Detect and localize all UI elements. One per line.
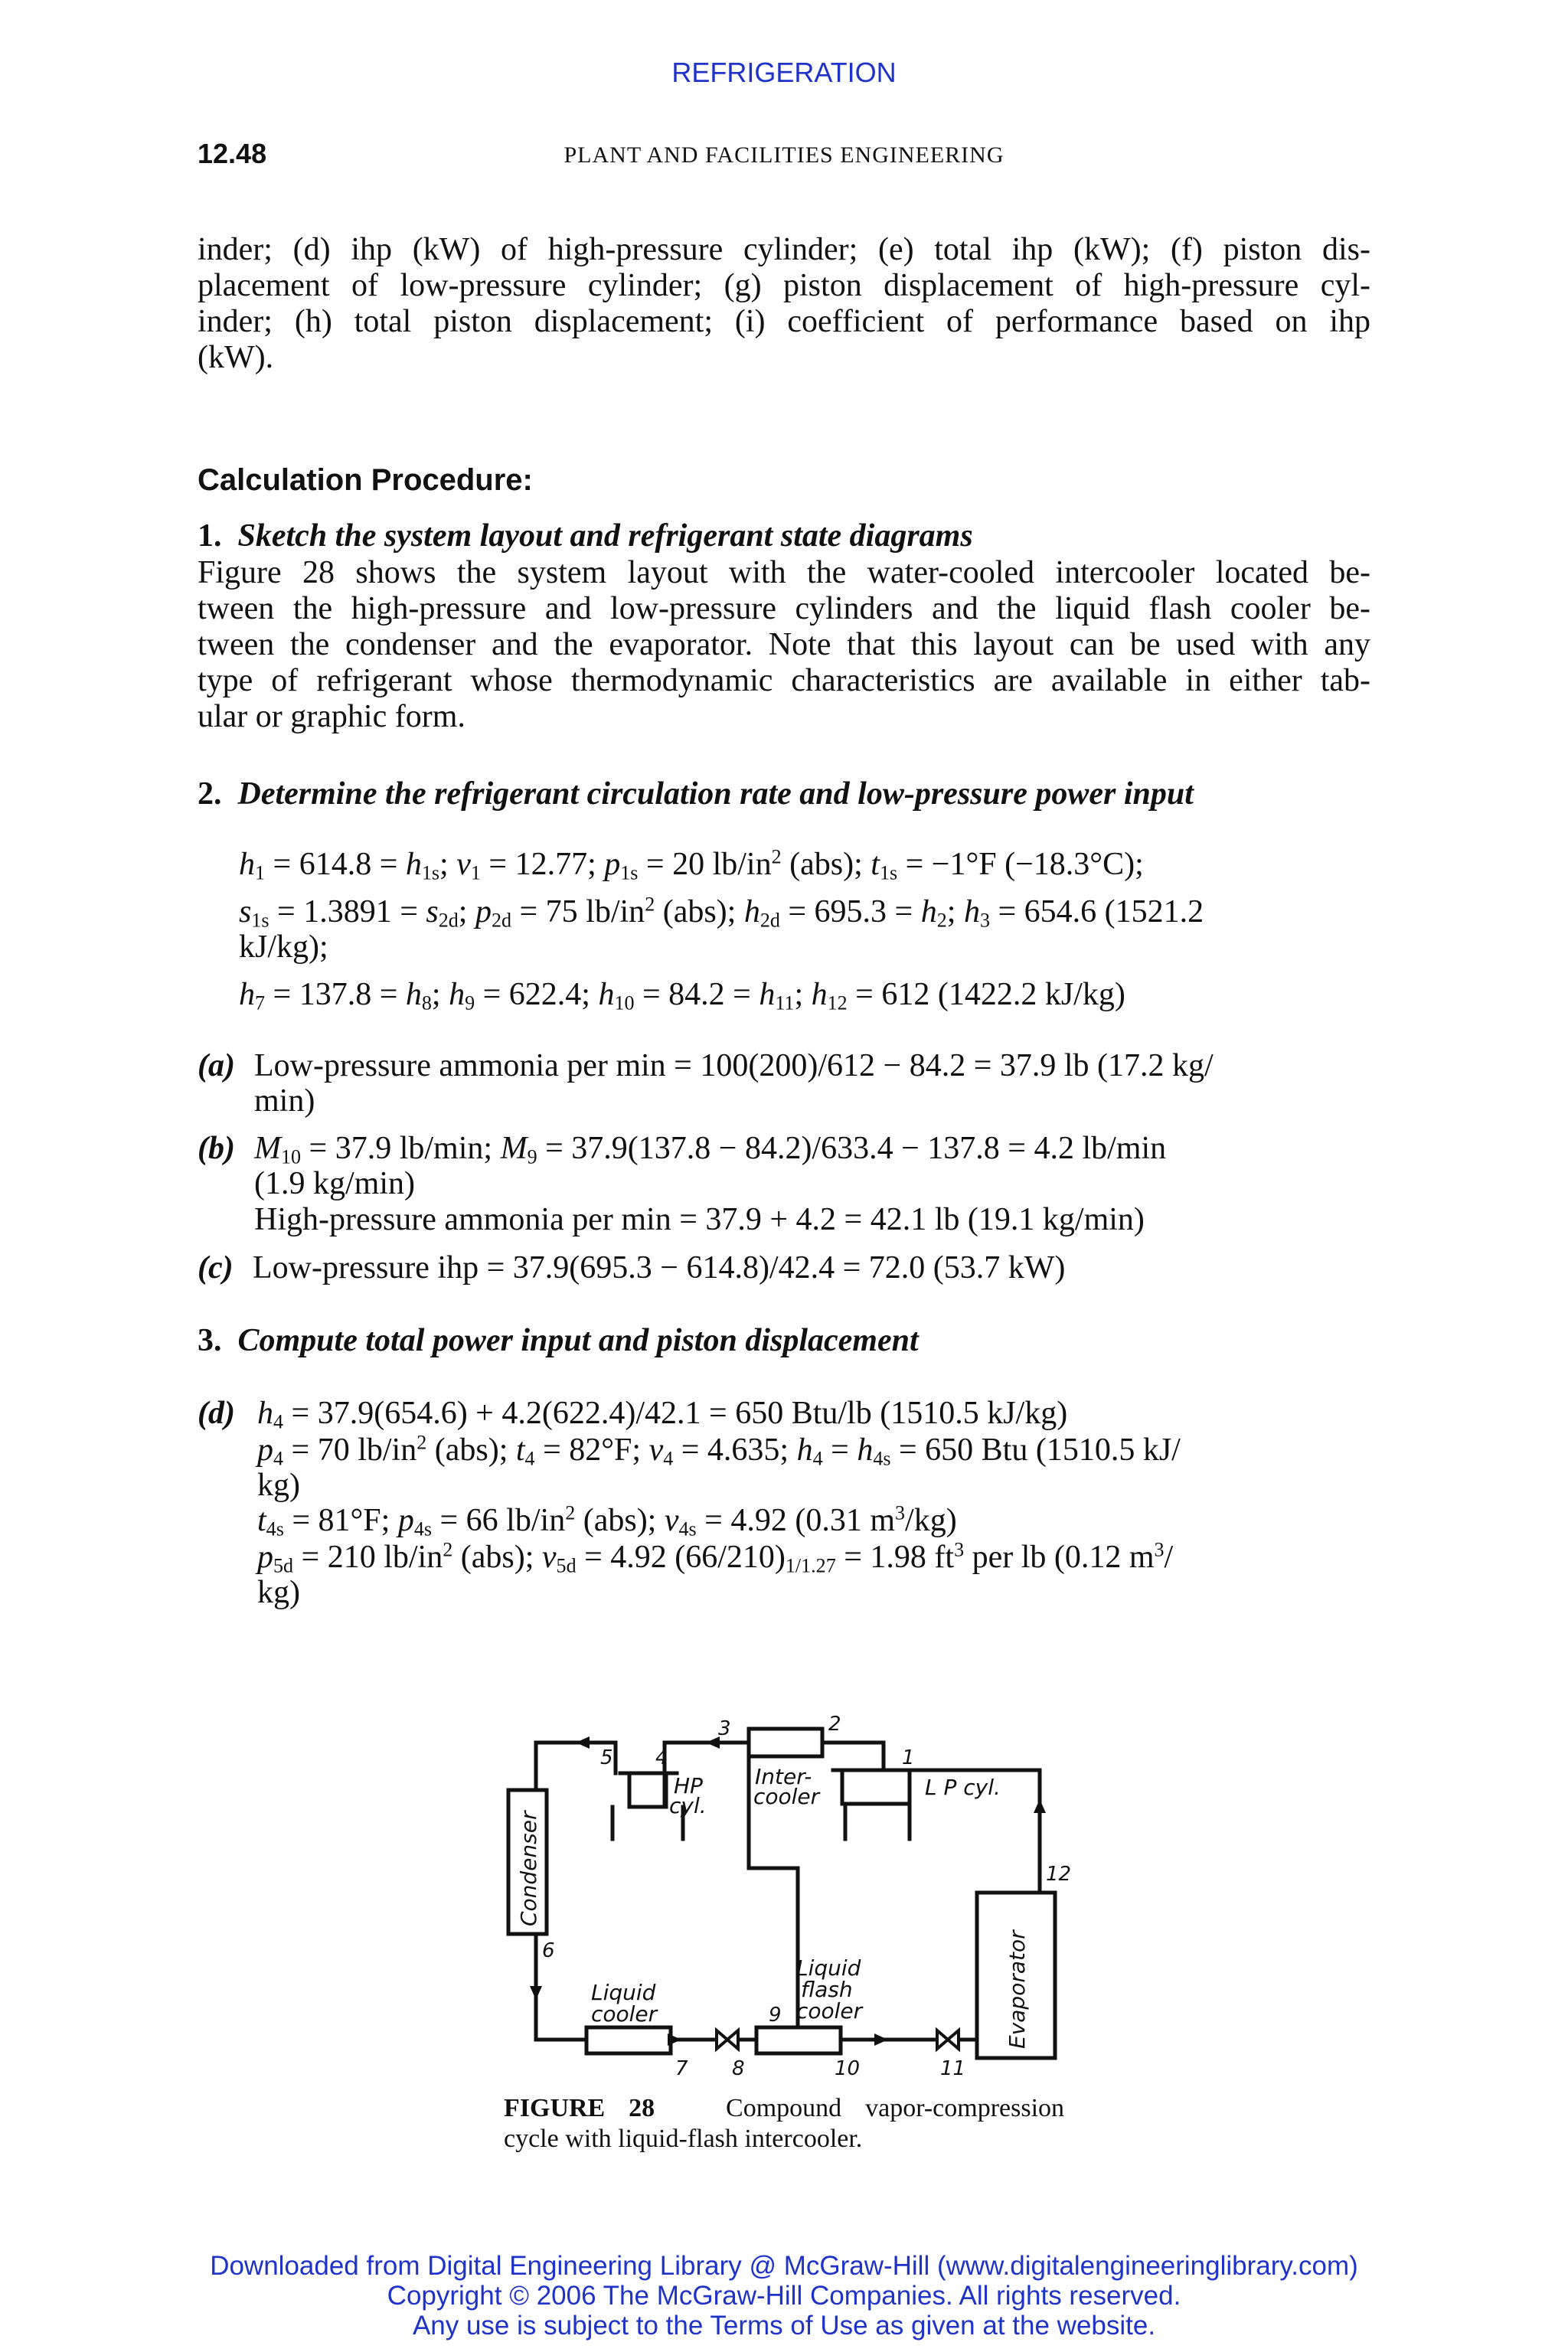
procedure-heading: Calculation Procedure: [198,463,533,497]
step-title: Determine the refrigerant circulation rate and low-pressure power input [237,776,1194,812]
footer-terms: Any use is subject to the Terms of Use as given at the website. [412,2311,1156,2341]
evaporator-label: Evaporator [1004,1930,1030,2049]
footer-link[interactable]: Downloaded from Digital Engineering Library @ McGraw-Hill (www.digitalengineeringlibrary.com) [210,2251,1358,2281]
condenser-label: Condenser [516,1811,541,1926]
step-title: Compute total power input and piston displacement [237,1323,919,1358]
step-title: Sketch the system layout and refrigerant state diagrams [237,518,973,554]
caption-text: cycle with liquid-flash intercooler. [504,2125,863,2153]
flash-cooler-label: flash [801,1977,853,2002]
arrow-icon [530,1986,542,2000]
liquid-cooler-label: cooler [591,2001,658,2027]
state-1-label: 1 [902,1746,915,1769]
state-10-label: 10 [835,2057,861,2080]
state-12-label: 12 [1046,1863,1072,1886]
equation-line-2: $s_{1s} = 1.3891 = s_{2d}$; $p_{2d} = 75$ $lb/in^2$ (abs); $h_{2d} = 695.3 = h_2$; $h_3 = 654.6$ (1521.2 [239,893,1204,932]
expansion-valve-icon [948,2030,959,2049]
item-a-label: (a) [198,1048,235,1083]
step-3-heading [198,1322,919,1359]
step-1-heading [198,518,973,554]
step-1-line: tween the high-pressure and low-pressure cylinders and the liquid flash cooler be- [198,591,1370,626]
item-d-line-4: $t_{4s} = 81^\circ F$; $p_{4s} = 66$ $lb/in^2$ (abs); $v_{4s} = 4.92$ (0.31 $m^3/kg$) [257,1501,957,1540]
state-7-label: 7 [675,2057,688,2080]
lp-cyl-label: L P cyl. [925,1775,1001,1800]
item-a-line-1: Low-pressure ammonia per min = 100(200)/612 − 84.2 = 37.9 lb (17.2 kg/ [254,1048,1214,1083]
step-number: 1. [198,518,222,554]
liquid-cooler-label: Liquid [591,1980,656,2005]
step-1-line: Figure 28 shows the system layout with the water-cooled intercooler located be- [198,555,1370,590]
footer-copyright: Copyright © 2006 The McGraw-Hill Companies. All rights reserved. [387,2281,1181,2311]
intro-line: inder; (h) total piston displacement; (i) coefficient of performance based on ihp [198,304,1370,339]
step-number: 2. [198,776,222,812]
item-c-label: (c) [198,1250,234,1285]
intercooler-label: Inter- [755,1764,812,1789]
figure-label: FIGURE 28 [504,2094,655,2122]
item-d-label: (d) [198,1396,235,1431]
item-d-line-6: kg) [257,1575,300,1610]
intro-line: (kW). [198,340,274,375]
item-d-line-3: kg) [257,1468,300,1503]
flash-cooler-label: cooler [796,1998,863,2024]
item-c-line-1: Low-pressure ihp = 37.9(695.3 − 614.8)/42.4 = 72.0 (53.7 kW) [253,1250,1066,1285]
page-number: 12.48 [198,138,267,169]
state-3-label: 3 [718,1717,731,1740]
step-1-line: ular or graphic form. [198,699,466,734]
step-1-line: type of refrigerant whose thermodynamic characteristics are available in either tab- [198,663,1370,698]
state-9-label: 9 [769,2004,782,2027]
flash-cooler-label: Liquid [796,1955,861,1981]
equation-line-3: $h_7 = 137.8 = h_8$; $h_9 = 622.4$; $h_{10} = 84.2 = h_{11}$; $h_{12} = 612$ (1422.2 kJ/kg) [239,977,1125,1014]
step-2-heading [198,776,1194,812]
step-1-paragraph [198,555,1370,735]
item-d-line-1: $h_4 = 37.9(654.6) + 4.2(622.4)/42.1 = 650$ Btu/lb (1510.5 kJ/kg) [257,1396,1068,1433]
intro-line: inder; (d) ihp (kW) of high-pressure cylinder; (e) total ihp (kW); (f) piston dis- [198,232,1370,267]
intro-paragraph [198,232,1370,376]
hp-cyl-label: cyl. [669,1793,707,1818]
state-2-label: 2 [828,1713,841,1736]
liquid-cooler-box [586,2027,671,2053]
equation-line-1: $h_1 = 614.8 = h_{1s}$; $v_1 = 12.77$; $p_{1s} = 20$ $lb/in^2$ (abs); $t_{1s} = -1^\circ F$ (−18.3°C); [239,845,1144,884]
footer [0,2251,1568,2341]
state-8-label: 8 [732,2057,745,2080]
state-5-label: 5 [600,1746,613,1769]
equation-line-2-cont: kJ/kg); [239,929,328,965]
item-b-label: (b) [198,1131,235,1166]
item-b-line-2: (1.9 kg/min) [254,1166,415,1201]
arrow-icon [576,1736,590,1749]
hp-cylinder [629,1773,666,1807]
state-6-label: 6 [542,1939,555,1962]
state-11-label: 11 [940,2057,966,2080]
section-header: REFRIGERATION [671,57,897,88]
running-head: PLANT AND FACILITIES ENGINEERING [564,142,1004,168]
state-4-label: 4 [655,1746,668,1769]
hp-cyl-label: HP [674,1773,703,1798]
item-b-line-1: $M_{10} = 37.9$ lb/min; $M_9 = 37.9(137.8 - 84.2)/633.4 - 137.8 = 4.2$ lb/min [254,1131,1167,1168]
arrow-icon [1034,1799,1046,1813]
figure-28-diagram [490,1707,1087,2090]
step-number: 3. [198,1323,222,1358]
figure-caption [504,2093,1064,2154]
item-a-line-2: min) [254,1083,315,1119]
intercooler-label: cooler [753,1784,820,1809]
arrow-icon [668,2034,681,2046]
arrow-icon [874,2034,888,2046]
intercooler-box [749,1729,822,1756]
expansion-valve-icon [727,2030,738,2049]
caption-text: Compound vapor-compression [726,2094,1065,2122]
lp-cylinder [842,1770,910,1804]
flash-cooler-box [756,2027,841,2053]
item-d-line-2: $p_4 = 70$ $lb/in^2$ (abs); $t_4 = 82^\circ F$; $v_4 = 4.635$; $h_4 = h_{4s} = 650$ Btu (1510.5 kJ/ [257,1431,1181,1470]
item-d-line-5: $p_{5d} = 210$ $lb/in^2$ (abs); $v_{5d} = 4.92$ $(66/210)_{1/1.27} = 1.98$ $ft^3$ per lb (0.12 $m^3/$ [257,1538,1174,1577]
intro-line: placement of low-pressure cylinder; (g) piston displacement of high-pressure cyl- [198,268,1370,303]
step-1-line: tween the condenser and the evaporator. Note that this layout can be used with any [198,627,1370,662]
item-b-line-3: High-pressure ammonia per min = 37.9 + 4.2 = 42.1 lb (19.1 kg/min) [254,1202,1145,1237]
